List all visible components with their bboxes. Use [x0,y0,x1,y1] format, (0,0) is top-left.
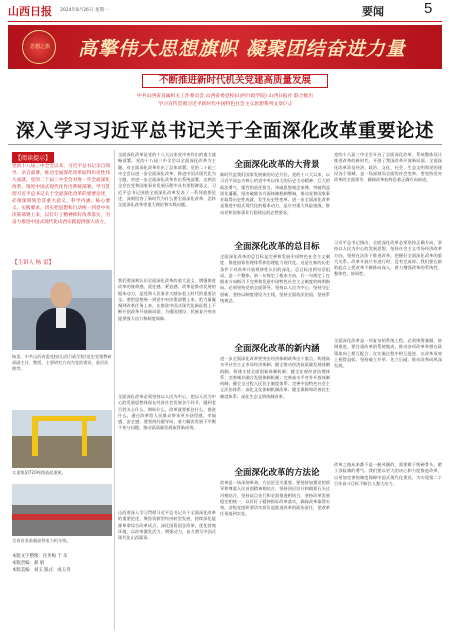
main-headline: 深入学习习近平总书记关于全面深化改革重要论述 [15,121,434,142]
author-portrait [12,270,112,350]
newspaper-logo: 山西日报 [8,5,52,18]
banner-emblem-text: 思想之旗 [29,44,50,50]
author-caption: 杨雷，中共山西省委党校(山西行政学院)党史党建教研部副主任、教授，主要研究方向为党的建设、基层治理等。 [12,354,112,371]
section-heading-4: 全面深化改革的方法论 [234,468,320,478]
series-subtitle: 不断推进新时代机关党建高质量发展 [142,74,328,88]
section-heading-2: 全面深化改革的总目标 [234,242,320,252]
crane-leg [82,420,87,456]
body-text: 习近平总书记指出，全面深化改革必须坚持正确方向，坚持以人民为中心的发展思想，坚持社会主义市场经济改革方向，坚持在法治下推进改革，把握好全面深化改革的重大关系。改革开放只有进行时，没有完成时。我们要在新的起点上把改革不断推向深入，着力增强改革的系统性、整体性、协同性。 [334,240,442,277]
issue-date: 2024年8月26日 星期一 [60,8,109,13]
crane-tower [32,416,38,456]
section-name: 要闻 [362,5,384,18]
body-text: 山西要深入学习贯彻习近平总书记关于全面深化改革的重要论述，聚焦资源型经济转型发展，持续深化能源革命综合改革试点，深化国资国企改革，优化营商环境，以改革激发活力、增强动力，奋力谱写中国式现代化山西篇章。 [118,510,216,541]
intro-paragraph: 全面深化改革是党的十八大以来党中央作出的重大战略部署。党的十八届三中全会以全面深化改革为主题，对全面深化改革作出了总体部署。党的二十届三中全会以进一步全面深化改革、推进中国式现代化为主题，对进一步全面深化改革作出系统部署。这两次全会在党和国家事业发展历程中具有里程碑意义。习近平总书记围绕全面深化改革发表了一系列重要论述，深刻回答了新时代为什么要全面深化改革、怎样全面深化改革等重大理论和实践问题。 [118,152,216,208]
series-number-line: 学习宣传贯彻习近平新时代中国特色社会主义思想系列文章(八) [158,102,292,107]
sponsor-line: 中共山西省直属机关工作委员会 山西省委党校(山西行政学院) 山西日报社 联合推出 [136,94,314,99]
credit-line-1: 本版文字整理：任冬梅 于 乐 [12,554,68,559]
column-rule [114,150,115,630]
credit-block [12,553,112,574]
series-banner [8,25,442,69]
railway-caption: 全省首条重载高铁电力机车线。 [12,538,71,543]
train-body [12,514,112,520]
credit-line-2: 本版责编：郝 娟 [12,561,45,566]
section-heading-3: 全面深化改革的新内涵 [234,344,320,354]
body-text: 全面深化改革是一项复杂的系统工程，必须统筹兼顾、协调推进。要注重改革的系统集成，推动各项改革举措在政策取向上相互配合、在实施过程中相互促进、在改革成效上相得益彰。坚持破立并举、先立后破，推动改革向纵深发展。 [334,338,442,369]
credit-line-3: 本版美编：刘玉 版式：成玉奇 [12,568,71,573]
section-heading-1: 全面深化改革的大背景 [234,160,320,170]
reading-tip-text: 党的十八届三中全会以来，习近平总书记亲自领导、亲自部署，推动全面深化改革取得历史性伟大成就。党的二十届三中全会对进一步全面深化改革、推进中国式现代化作出系统部署。学习贯彻习近平总书记关于全面深化改革的重要论述，必须深刻领会其重大意义、科学内涵、核心要义、实践要求，切实把思想和行动统一到党中央决策部署上来，以钉钉子精神抓好改革落实，为奋力推进中国式现代化山西实践提供强大动力。 [12,164,110,225]
body-text: 全面深化改革必须坚持以人民为中心，把以人民为中心的发展思想体现在经济社会发展各个环节，做到老百姓关心什么、期盼什么，改革就要抓住什么、推进什么，通过改革给人民群众带来更多获得感、幸福感、安全感。要坚持问题导向，着力解决发展不平衡不充分问题，推动高质量发展取得新成效。 [118,394,216,431]
body-text: 改革之路从来都不是一帆风顺的，需要敢于啃硬骨头、敢于涉险滩的勇气。我们要以更大的决心和力度推进改革，以更加完善的制度保障中国式现代化建设，为实现第二个百年奋斗目标不断注入强大动力。 [334,462,442,486]
railway-photo [12,484,112,536]
body-text: 我们要深刻认识全面深化改革的重大意义，增强推进改革的使命感、责任感、紧迫感。改革是推动发展的根本动力，是党和人民事业大踏步赶上时代的重要法宝。要把思想统一到党中央决策部署上来，把力量凝聚到改革任务上来，在推进中国式现代化新征程上不断开创改革开放新局面，为强国建设、民族复兴伟业提供强大动力和制度保障。 [118,278,216,321]
reading-tip-tag: 【阅读提示】 [12,152,54,163]
body-text: 进一步全面深化改革要突出经济体制改革这个重点，构建高水平社会主义市场经济体制；健全推动经济高质量发展体制机制；构建支持全面创新体制机制；健全宏观经济治理体系；完善城乡融合发展体制机制；完善高水平对外开放体制机制；健全全过程人民民主制度体系；完善中国特色社会主义法治体系；深化文化体制机制改革；健全保障和改善民生制度体系；深化生态文明体制改革。 [220,356,330,399]
body-text: 全面深化改革的总目标是完善和发展中国特色社会主义制度、推进国家治理体系和治理能力现代化。这是在新的历史条件下对改革开放规律性认识的深化。总目标由两句话组成，是一个整体。前一句规定了根本方向，后一句规定了在根本方向指引下完善和发展中国特色社会主义制度的鲜明指向。必须坚持党的全面领导，坚持以人民为中心，坚持守正创新，坚持以制度建设为主线，坚持全面依法治国，坚持系统观念。 [220,254,330,304]
body-text: 新时代是我们国家发展新的历史方位。党的十八大以来，以习近平同志为核心的党中央以伟大的历史主动精神、巨大的政治勇气、强烈的责任担当，冲破思想观念束缚，突破利益固化藩篱，坚决破除各方面体制机制弊端，推动党和国家事业取得历史性成就、发生历史性变革。进一步全面深化改革是推进中国式现代化的根本动力，是应对重大风险挑战、推动党和国家事业行稳致远的必然要求。 [220,172,330,215]
banner-emblem-icon [22,30,56,64]
banner-title: 高擎伟大思想旗帜 凝聚团结奋进力量 [78,38,406,60]
crane-caption: 太重集团720吨铸造起重机。 [12,470,67,475]
author-tag: 【主讲人 杨 雷】 [12,260,54,266]
headline-divider [8,144,442,145]
portrait-head [50,282,72,308]
masthead-rule [8,21,442,22]
body-text: 改革是一场深刻革命，方法论至关重要。要坚持加强党的领导和尊重人民首创精神相结合，坚持顶层设计和摸着石头过河相结合，坚持试点先行和全面推进相结合，坚持改革发展稳定相统一，以钉钉子精神抓好改革落实，确保改革取得实效。各级党组织要切实担负起推进改革的政治责任，把改革任务落到实处。 [220,480,330,517]
portrait-shirt [56,308,66,328]
masthead [0,0,450,22]
body-text: 党的十八届三中全会开启了全面深化改革、系统整体设计推进改革的新时代，开创了我国改革开放新局面。全面深化改革涉及经济、政治、文化、社会、生态文明和党的建设各个领域，是一场深刻而全面的社会变革。要坚持党对改革的全面领导，确保改革始终沿着正确方向前进。 [334,152,442,183]
crane-photo [12,410,112,468]
page-number: 5 [424,0,433,17]
